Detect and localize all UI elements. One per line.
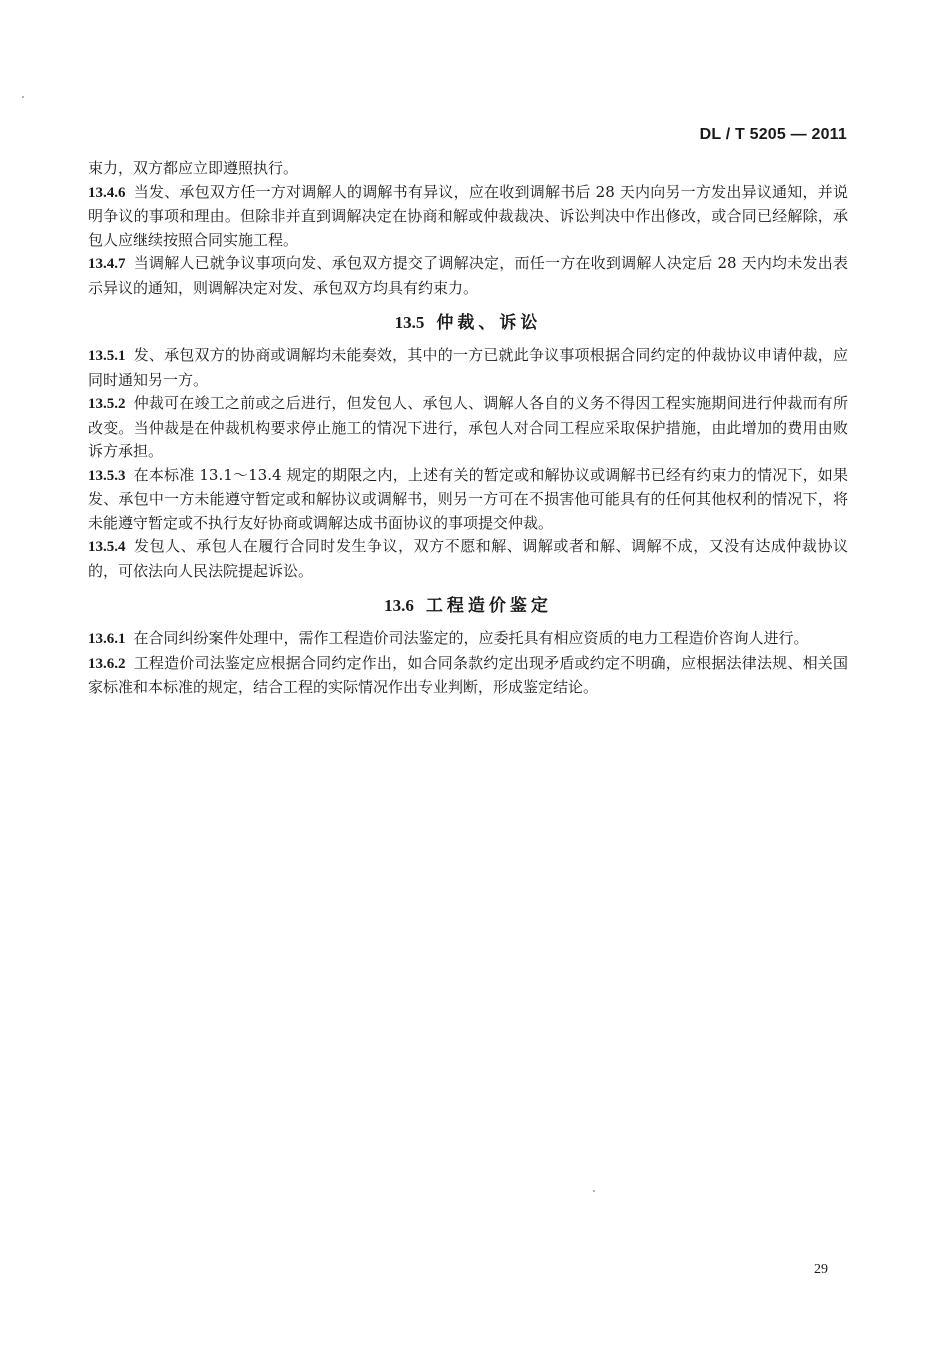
clause-13-4-6 [88,181,848,253]
document-body [88,157,848,700]
clause-text: 仲裁可在竣工之前或之后进行，但发包人、承包人、调解人各自的义务不得因工程实施期间进行仲裁而有所改变。当仲裁是在仲裁机构要求停止施工的情况下进行，承包人对合同工程应采取保护措施，由此增加的费用由败诉方承担。 [88,394,848,460]
clause-13-5-3 [88,464,848,536]
clause-text: 束力，双方都应立即遵照执行。 [88,159,299,177]
clause-text: 在本标准 13.1～13.4 规定的期限之内，上述有关的暂定或和解协议或调解书已经有约束力的情况下，如果发、承包中一方未能遵守暂定或和解协议或调解书，则另一方可在不损害他可能具有的任何其他权利的情况下，将未能遵守暂定或不执行友好协商或调解达成书面协议的事项提交仲裁。 [88,465,848,532]
page-number: 29 [814,1262,828,1277]
clause-13-5-1 [88,344,848,392]
clause-number: 13.5.4 [88,539,126,555]
clause-number: 13.5.2 [88,396,126,412]
clause-continuation [88,157,848,181]
clause-text: 工程造价司法鉴定应根据合同约定作出，如合同条款约定出现矛盾或约定不明确，应根据法律法规、相关国家标准和本标准的规定，结合工程的实际情况作出专业判断，形成鉴定结论。 [88,653,848,696]
clause-13-6-1 [88,627,848,652]
clause-number: 13.5.1 [88,348,126,364]
clause-13-5-4 [88,535,848,583]
clause-text: 发、承包双方的协商或调解均未能奏效，其中的一方已就此争议事项根据合同约定的仲裁协议申请仲裁，应同时通知另一方。 [88,346,848,389]
clause-13-5-2 [88,392,848,464]
scan-speck [22,96,24,98]
clause-number: 13.4.6 [88,184,126,201]
section-title-text: 仲裁、诉讼 [436,313,542,333]
clause-13-4-7 [88,252,848,300]
clause-13-6-2 [88,652,848,700]
section-number: 13.6 [384,596,414,615]
clause-text: 当发、承包双方任一方对调解人的调解书有异议，应在收到调解书后 28 天内向另一方发出异议通知，并说明争议的事项和理由。但除非并直到调解决定在协商和解或仲裁裁决、诉讼判决中作出修改，或合同已经解除，承包人应继续按照合同实施工程。 [88,182,848,249]
clause-number: 13.5.3 [88,467,126,484]
scan-speck [593,1190,595,1192]
section-number: 13.5 [394,313,425,332]
clause-number: 13.6.2 [88,655,126,672]
clause-text: 发包人、承包人在履行合同时发生争议，双方不愿和解、调解或者和解、调解不成，又没有达成仲裁协议的，可依法向人民法院提起诉讼。 [88,537,848,580]
clause-number: 13.4.7 [88,256,126,272]
clause-number: 13.6.1 [88,631,126,647]
clause-text: 当调解人已就争议事项向发、承包双方提交了调解决定，而任一方在收到调解人决定后 28 天内均未发出表示异议的通知，则调解决定对发、承包双方均具有约束力。 [88,254,848,297]
standard-code: DL / T 5205 — 2011 [699,126,847,143]
section-heading-13-6 [88,583,848,627]
section-title-text: 工程造价鉴定 [425,596,552,616]
section-heading-13-5 [88,300,848,344]
clause-text: 在合同纠纷案件处理中，需作工程造价司法鉴定的，应委托具有相应资质的电力工程造价咨询人进行。 [133,629,809,647]
